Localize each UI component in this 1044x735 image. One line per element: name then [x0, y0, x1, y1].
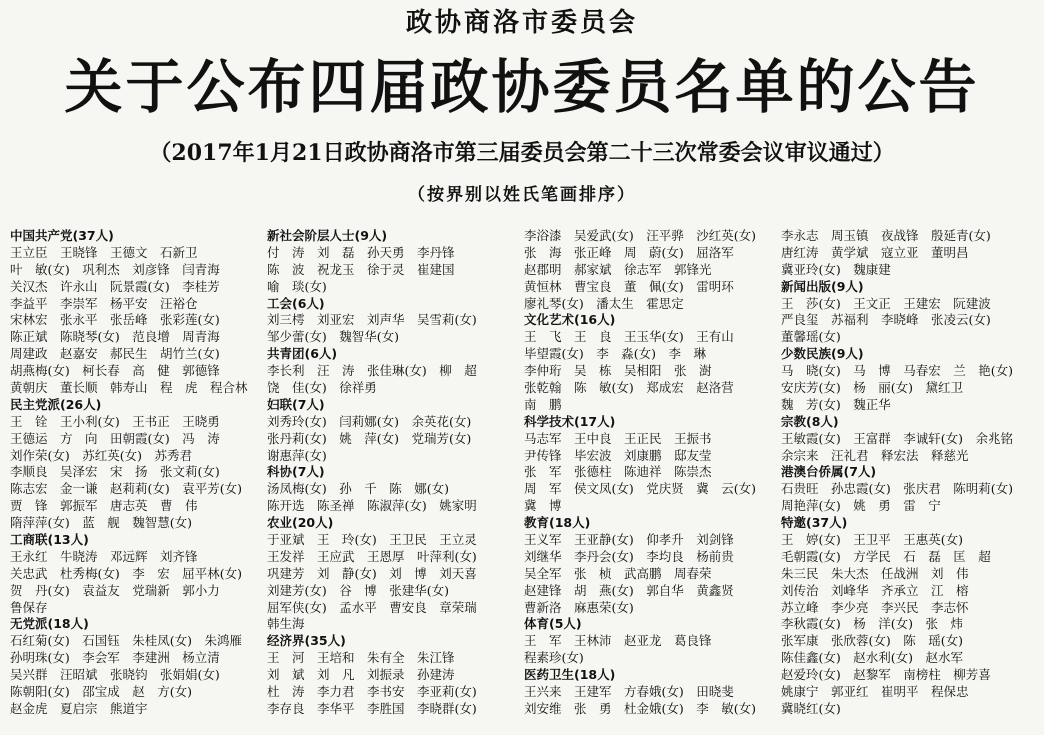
- section-title: 科协(7人): [267, 464, 325, 480]
- member-names-line: 宋林宏 张永平 张岳峰 张彩莲(女): [10, 312, 220, 328]
- member-names-line: 叶 敏(女) 巩利杰 刘彦锋 闫青海: [10, 261, 220, 277]
- member-names-line: 李仲珩 吴 栋 吴相阳 张 澍: [524, 363, 712, 379]
- member-names-line: 陈开选 陈圣禅 陈淑萍(女) 姚家明: [267, 498, 477, 514]
- member-names-line: 谢惠萍(女): [267, 447, 327, 463]
- section-title: 新社会阶层人士(9人): [267, 228, 388, 243]
- section-title: 少数民族(9人): [781, 346, 864, 362]
- member-names-line: 黄恒林 曹宝良 董 佩(女) 雷明环: [524, 278, 734, 294]
- section-title: 经济界(35人): [267, 633, 346, 649]
- section-title: 宗教(8人): [781, 413, 839, 429]
- section-title: 体育(5人): [524, 616, 582, 632]
- member-names-line: 李永志 周玉镇 夜战锋 殷延青(女): [781, 228, 991, 243]
- member-names-line: 吴全军 张 桢 武高鹏 周春荣: [524, 565, 712, 581]
- column-4: [781, 228, 1033, 735]
- member-names-line: 李存良 李华平 李胜国 李晓群(女): [267, 700, 477, 716]
- member-names-line: 贺 丹(女) 袁益友 党瑞新 郭小力: [10, 582, 220, 598]
- member-names-line: 汤凤梅(女) 孙 千 陈 娜(女): [267, 481, 450, 497]
- ordering-note: （按界别以姓氏笔画排序）: [408, 185, 636, 205]
- member-names-line: 马 晓(女) 马 博 马春宏 兰 艳(女): [781, 363, 1014, 379]
- member-names-line: 王敏霞(女) 王富群 李诚轩(女) 余兆铭: [781, 430, 1014, 446]
- member-names-line: 屈军侠(女) 孟水平 曹安良 章荣瑞: [267, 599, 477, 615]
- column-3: [524, 228, 776, 735]
- member-names-line: 付 涛 刘 磊 孙天勇 李丹锋: [267, 244, 455, 260]
- member-names-line: 刘传治 刘峰华 齐承立 江 榕: [781, 582, 969, 598]
- member-names-line: 苏立峰 李少亮 李兴民 李志怀: [781, 599, 969, 615]
- member-names-line: 曹新洛 麻惠荣(女): [524, 599, 634, 615]
- member-names-line: 巩建芳 刘 静(女) 刘 博 刘天喜: [267, 565, 477, 581]
- member-names-line: 王 军 王林沛 赵亚龙 葛良锋: [524, 633, 712, 649]
- member-names-line: 毕望霞(女) 李 淼(女) 李 琳: [524, 346, 707, 362]
- member-names-line: 王德运 方 向 田朝霞(女) 冯 涛: [10, 430, 220, 446]
- member-names-line: 南 鹏: [524, 396, 562, 412]
- member-names-line: 安庆芳(女) 杨 丽(女) 黛红卫: [781, 380, 964, 396]
- member-list: [10, 228, 1038, 735]
- member-names-line: 赵郡明 郝家斌 徐志军 郭锋光: [524, 261, 712, 277]
- member-names-line: 王 河 王培和 朱有全 朱江锋: [267, 650, 455, 666]
- member-names-line: 隋萍萍(女) 蓝 舰 魏智慧(女): [10, 515, 193, 531]
- section-title: 医药卫生(18人): [524, 667, 616, 683]
- member-names-line: 陈志宏 金一谦 赵莉莉(女) 袁平芳(女): [10, 481, 243, 497]
- member-names-line: 石贵旺 孙忠霞(女) 张庆君 陈明莉(女): [781, 481, 1014, 497]
- member-names-line: 黄朝庆 董长顺 韩寿山 程 虎 程合林: [10, 380, 248, 396]
- approval-subtitle: （2017年1月21日政协商洛市第三届委员会第二十三次常委会议审议通过）: [149, 140, 895, 166]
- announcement-title: 关于公布四届政协委员名单的公告: [64, 53, 980, 121]
- member-names-line: 孙明珠(女) 李会军 李建洲 杨立清: [10, 650, 220, 666]
- member-names-line: 刘作荣(女) 苏红英(女) 苏秀君: [10, 447, 193, 463]
- member-names-line: 吴兴群 汪昭斌 张晓钧 张娟娟(女): [10, 667, 220, 683]
- member-names-line: 程素珍(女): [524, 650, 584, 666]
- member-names-line: 马志军 王中良 王正民 王振书: [524, 430, 712, 446]
- member-names-line: 邹少蕾(女) 魏智华(女): [267, 329, 400, 345]
- section-title: 无党派(18人): [10, 616, 89, 632]
- member-names-line: 刘安维 张 勇 杜金娥(女) 李 敏(女): [524, 700, 757, 716]
- member-names-line: 陈朝阳(女) 邵宝成 赵 方(女): [10, 684, 193, 700]
- member-names-line: 唐红涛 黄学斌 寇立亚 董明昌: [781, 244, 969, 260]
- member-names-line: 刘 斌 刘 凡 刘振录 孙建涛: [267, 667, 455, 683]
- publisher-name: 政协商洛市委员会: [405, 8, 638, 38]
- member-names-line: 李顺良 吴泽宏 宋 扬 张文莉(女): [10, 464, 220, 480]
- member-names-line: 贾 锋 郭振军 唐志英 曹 伟: [10, 498, 198, 514]
- section-title: 科学技术(17人): [524, 413, 616, 429]
- member-names-line: 李秋霞(女) 杨 洋(女) 张 炜: [781, 616, 964, 632]
- section-title: 中国共产党(37人): [10, 228, 114, 243]
- column-1: [10, 228, 262, 735]
- member-names-line: 冀晓红(女): [781, 700, 841, 716]
- member-names-line: 严良玺 苏福利 李晓峰 张凌云(女): [781, 312, 991, 328]
- member-names-line: 胡燕梅(女) 柯长春 高 健 郭德锋: [10, 363, 220, 379]
- section-title: 民主党派(26人): [10, 396, 102, 412]
- member-names-line: 张丹莉(女) 姚 萍(女) 党瑞芳(女): [267, 430, 472, 446]
- member-names-line: 李浴漆 吴爱武(女) 汪平骅 沙红英(女): [524, 228, 757, 243]
- member-names-line: 杜 涛 李力君 李书安 李亚莉(女): [267, 684, 477, 700]
- member-names-line: 赵建锋 胡 燕(女) 郭自华 黄鑫贤: [524, 582, 734, 598]
- member-names-line: 张乾翰 陈 敏(女) 郑成宏 赵洛营: [524, 380, 734, 396]
- member-names-line: 关忠武 杜秀梅(女) 李 宏 屈平林(女): [10, 565, 243, 581]
- member-names-line: 韩生海: [267, 616, 305, 632]
- member-names-line: 赵爱玲(女) 赵黎军 南榜柱 柳芳喜: [781, 667, 991, 683]
- member-names-line: 于亚斌 王 玲(女) 王卫民 王立灵: [267, 532, 477, 548]
- member-names-line: 李长利 汪 涛 张佳琳(女) 柳 超: [267, 363, 477, 379]
- member-names-line: 饶 佳(女) 徐祥勇: [267, 380, 377, 396]
- member-names-line: 陈佳鑫(女) 赵水利(女) 赵水军: [781, 650, 964, 666]
- column-2: [267, 228, 519, 735]
- member-names-line: 石红菊(女) 石国钰 朱桂凤(女) 朱鸿雁: [10, 633, 243, 649]
- member-names-line: 周建政 赵嘉安 郝民生 胡竹兰(女): [10, 346, 220, 362]
- member-names-line: 陈 波 祝龙玉 徐于灵 崔建国: [267, 261, 455, 277]
- member-names-line: 董馨瑶(女): [781, 329, 841, 345]
- section-title: 文化艺术(16人): [524, 312, 616, 328]
- section-title: 工商联(13人): [10, 532, 89, 548]
- member-names-line: 王立臣 王晓锋 王德文 石新卫: [10, 244, 198, 260]
- section-title: 特邀(37人): [781, 515, 848, 531]
- member-names-line: 刘三樗 刘亚宏 刘声华 吴雪莉(女): [267, 312, 477, 328]
- section-title: 工会(6人): [267, 295, 325, 311]
- member-names-line: 李益平 李崇军 杨平安 汪裕仓: [10, 295, 198, 311]
- member-names-line: 周艳萍(女) 姚 勇 雷 宁: [781, 498, 941, 514]
- member-names-line: 王 婷(女) 王卫平 王惠英(女): [781, 532, 964, 548]
- member-names-line: 陈正斌 陈晓琴(女) 范良增 周青海: [10, 329, 220, 345]
- member-names-line: 王 莎(女) 王文正 王建宏 阮建波: [781, 295, 991, 311]
- member-names-line: 鲁保存: [10, 599, 48, 615]
- member-names-line: 廖礼琴(女) 潘太生 霍思定: [524, 295, 684, 311]
- member-names-line: 毛朝霞(女) 方学民 石 磊 匡 超: [781, 548, 991, 564]
- member-names-line: 赵金虎 夏启宗 熊道宇: [10, 700, 148, 716]
- member-names-line: 王 飞 王 良 王玉华(女) 王有山: [524, 329, 734, 345]
- member-names-line: 王兴来 王建军 方春娥(女) 田晓斐: [524, 684, 734, 700]
- section-title: 妇联(7人): [267, 396, 325, 412]
- member-names-line: 王永红 牛晓涛 邓远辉 刘齐锋: [10, 548, 198, 564]
- member-names-line: 姚康宁 郭亚红 崔明平 程保忠: [781, 684, 969, 700]
- member-names-line: 刘继华 李丹会(女) 李均良 杨前贵: [524, 548, 734, 564]
- member-names-line: 喻 琰(女): [267, 278, 327, 294]
- section-title: 新闻出版(9人): [781, 278, 864, 294]
- member-names-line: 关汉杰 许永山 阮景霞(女) 李桂芳: [10, 278, 220, 294]
- member-names-line: 刘秀玲(女) 闫莉娜(女) 余英花(女): [267, 413, 472, 429]
- section-title: 港澳台侨属(7人): [781, 464, 877, 480]
- member-names-line: 刘建芳(女) 谷 博 张建华(女): [267, 582, 450, 598]
- member-names-line: 冀 博: [524, 498, 562, 514]
- member-names-line: 魏 芳(女) 魏正华: [781, 396, 891, 412]
- member-names-line: 张 海 张正峰 周 蔚(女) 屈洛军: [524, 244, 734, 260]
- member-names-line: 王义军 王亚静(女) 仰孝升 刘剑锋: [524, 532, 734, 548]
- member-names-line: 冀亚玲(女) 魏康建: [781, 261, 891, 277]
- section-title: 教育(18人): [524, 515, 591, 531]
- member-names-line: 王发祥 王应武 王恩厚 叶萍利(女): [267, 548, 477, 564]
- member-names-line: 王 铨 王小利(女) 王书正 王晓勇: [10, 413, 220, 429]
- member-names-line: 张军康 张欣蓉(女) 陈 瑶(女): [781, 633, 964, 649]
- member-names-line: 尹传锋 毕宏波 刘康鹏 邸友莹: [524, 447, 712, 463]
- member-names-line: 周 军 侯文凤(女) 党庆贤 冀 云(女): [524, 481, 757, 497]
- section-title: 农业(20人): [267, 515, 334, 531]
- member-names-line: 张 军 张德柱 陈迪祥 陈崇杰: [524, 464, 712, 480]
- member-names-line: 余宗来 汪礼君 释宏法 释慈光: [781, 447, 969, 463]
- member-names-line: 朱三民 朱大杰 任战洲 刘 伟: [781, 565, 969, 581]
- section-title: 共青团(6人): [267, 346, 338, 362]
